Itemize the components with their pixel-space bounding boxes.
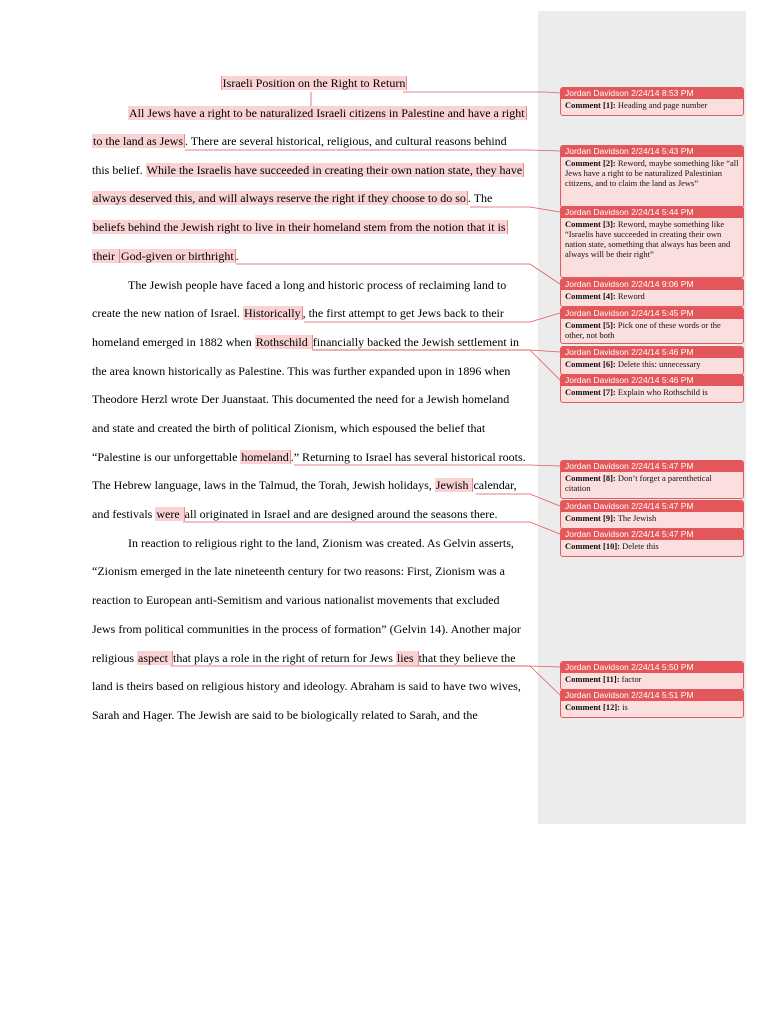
commented-text[interactable]: God-given or birthright xyxy=(121,249,234,263)
body-line xyxy=(92,535,532,551)
comment-body xyxy=(561,512,743,525)
comment-text: factor xyxy=(619,674,642,684)
comment-body xyxy=(561,218,743,261)
comment-author: Jordan Davidson 2/24/14 5:51 PM xyxy=(561,690,743,701)
comment-body xyxy=(561,673,743,686)
body-text: . The xyxy=(467,191,493,205)
body-text: reaction to European anti-Semitism and various nationalist movements that excluded xyxy=(92,593,500,607)
body-line xyxy=(92,105,532,121)
body-text: and state and created the birth of political Zionism, which espoused the belief that xyxy=(92,421,486,435)
body-line xyxy=(92,592,532,608)
comment-card[interactable] xyxy=(560,145,744,208)
commented-text[interactable]: Rothschild xyxy=(255,335,311,349)
commented-text[interactable]: Jewish xyxy=(435,478,472,492)
body-line xyxy=(92,133,532,149)
body-line xyxy=(92,449,532,465)
comment-author: Jordan Davidson 2/24/14 9:06 PM xyxy=(561,279,743,290)
body-line xyxy=(92,277,532,293)
comment-body xyxy=(561,701,743,714)
body-text: homeland emerged in 1882 when xyxy=(92,335,255,349)
body-text: this belief. xyxy=(92,163,146,177)
title-text[interactable]: Israeli Position on the Right to Return xyxy=(222,76,406,90)
comment-body xyxy=(561,290,743,303)
comment-body xyxy=(561,386,743,399)
body-line xyxy=(92,707,532,723)
body-text: that plays a role in the right of return for Jews xyxy=(172,651,396,665)
comment-author: Jordan Davidson 2/24/14 5:46 PM xyxy=(561,375,743,386)
comment-text: Pick one of these words or the other, not both xyxy=(565,320,721,340)
commented-text[interactable]: were xyxy=(156,507,183,521)
comment-text: Heading and page number xyxy=(615,100,708,110)
comment-text: Reword xyxy=(615,291,645,301)
comment-card[interactable] xyxy=(560,661,744,690)
comment-card[interactable] xyxy=(560,689,744,718)
comment-label: Comment [3]: xyxy=(565,219,616,229)
body-text: calendar, xyxy=(473,478,517,492)
comment-body xyxy=(561,358,743,371)
body-line xyxy=(92,363,532,379)
comment-author: Jordan Davidson 2/24/14 5:47 PM xyxy=(561,501,743,512)
comment-body xyxy=(561,99,743,112)
body-text: Sarah and Hager. The Jewish are said to be biologically related to Sarah, and the xyxy=(92,708,478,722)
commented-text[interactable]: All Jews have a right to be naturalized Israeli citizens in Palestine and have a right xyxy=(129,106,525,120)
comment-label: Comment [10]: xyxy=(565,541,620,551)
body-line xyxy=(92,563,532,579)
body-line xyxy=(92,219,532,235)
body-text: The Hebrew language, laws in the Talmud, the Torah, Jewish holidays, xyxy=(92,478,435,492)
comment-card[interactable] xyxy=(560,460,744,499)
body-text: create the new nation of Israel. xyxy=(92,306,243,320)
commented-text[interactable]: homeland xyxy=(241,450,289,464)
commented-text[interactable]: to the land as Jews xyxy=(93,134,183,148)
body-text: and festivals xyxy=(92,507,156,521)
body-text: “Zionism emerged in the late nineteenth century for two reasons: First, Zionism was a xyxy=(92,564,506,578)
comment-label: Comment [4]: xyxy=(565,291,616,301)
comment-author: Jordan Davidson 2/24/14 5:47 PM xyxy=(561,461,743,472)
comment-author: Jordan Davidson 2/24/14 5:44 PM xyxy=(561,207,743,218)
comment-label: Comment [11]: xyxy=(565,674,620,684)
body-text: “Palestine is our unforgettable xyxy=(92,450,241,464)
body-line xyxy=(92,420,532,436)
comment-label: Comment [8]: xyxy=(565,473,616,483)
comment-text: Delete this xyxy=(620,541,659,551)
comment-connector xyxy=(183,522,560,534)
body-line xyxy=(92,305,532,321)
body-text: that they believe the xyxy=(418,651,516,665)
body-text: .” Returning to Israel has several historical roots. xyxy=(290,450,526,464)
comment-text: The Jewish xyxy=(615,513,657,523)
comment-label: Comment [6]: xyxy=(565,359,616,369)
comment-connector xyxy=(185,150,560,151)
comment-card[interactable] xyxy=(560,500,744,529)
commented-text[interactable]: always deserved this, and will always reserve the right if they choose to do so xyxy=(93,191,466,205)
body-line xyxy=(92,248,532,264)
body-text: religious xyxy=(92,651,137,665)
body-line xyxy=(92,678,532,694)
body-line xyxy=(92,190,532,206)
comment-card[interactable] xyxy=(560,528,744,557)
body-text: all originated in Israel and are designed around the seasons there. xyxy=(184,507,498,521)
comment-author: Jordan Davidson 2/24/14 5:47 PM xyxy=(561,529,743,540)
comment-connector xyxy=(294,465,560,466)
comment-label: Comment [5]: xyxy=(565,320,616,330)
comment-text: Don’t forget a parenthetical citation xyxy=(565,473,712,493)
body-line xyxy=(92,162,532,178)
comment-author: Jordan Davidson 2/24/14 5:43 PM xyxy=(561,146,743,157)
commented-text[interactable]: aspect xyxy=(138,651,171,665)
comment-author: Jordan Davidson 2/24/14 5:50 PM xyxy=(561,662,743,673)
comment-body xyxy=(561,540,743,553)
commented-text[interactable]: While the Israelis have succeeded in creating their own nation state, they have xyxy=(146,163,523,177)
comment-label: Comment [2]: xyxy=(565,158,616,168)
body-line xyxy=(92,506,532,522)
comment-card[interactable] xyxy=(560,206,744,278)
body-text: Theodore Herzl wrote Der Juanstaat. This documented the need for a Jewish homeland xyxy=(92,392,510,406)
body-text: Jews from political communities in the process of formation” (Gelvin 14). Another major xyxy=(92,622,521,636)
body-line xyxy=(92,650,532,666)
body-text xyxy=(92,106,128,120)
comment-author: Jordan Davidson 2/24/14 5:46 PM xyxy=(561,347,743,358)
comment-author: Jordan Davidson 2/24/14 5:45 PM xyxy=(561,308,743,319)
comment-connector xyxy=(170,666,560,667)
comment-text: Delete this: unnecessary xyxy=(615,359,701,369)
body-text: land is theirs based on religious history and ideology. Abraham is said to have two wives, xyxy=(92,679,521,693)
commented-text[interactable]: Historically xyxy=(243,306,301,320)
comment-label: Comment [12]: xyxy=(565,702,620,712)
comment-label: Comment [7]: xyxy=(565,387,616,397)
body-text: The Jewish people have faced a long and historic process of reclaiming land to xyxy=(92,278,507,292)
commented-text[interactable]: beliefs behind the Jewish right to live in their homeland stem from the notion that it is xyxy=(93,220,506,234)
comment-text: is xyxy=(620,702,628,712)
body-line xyxy=(92,391,532,407)
body-line xyxy=(92,621,532,637)
comment-text: Reword, maybe something like “Israelis have succeeded in creating their own nation state, something that always has been and always will be their right” xyxy=(565,219,731,259)
body-text: . There are several historical, religious, and cultural reasons behind xyxy=(184,134,507,148)
comment-label: Comment [9]: xyxy=(565,513,616,523)
body-text: . xyxy=(235,249,239,263)
comment-body xyxy=(561,157,743,190)
commented-text[interactable]: lies xyxy=(396,651,417,665)
comment-text: Explain who Rothschild is xyxy=(615,387,708,397)
comment-card[interactable] xyxy=(560,87,744,116)
comment-body xyxy=(561,319,743,342)
comment-card[interactable] xyxy=(560,307,744,344)
body-text: In reaction to religious right to the land, Zionism was created. As Gelvin asserts, xyxy=(92,536,514,550)
comment-card[interactable] xyxy=(560,278,744,307)
body-text: financially backed the Jewish settlement in xyxy=(312,335,520,349)
body-text: , the first attempt to get Jews back to their xyxy=(302,306,504,320)
comment-card[interactable] xyxy=(560,346,744,375)
document-title xyxy=(0,76,628,91)
comment-card[interactable] xyxy=(560,374,744,403)
comment-connector xyxy=(312,350,560,352)
comment-label: Comment [1]: xyxy=(565,100,616,110)
comment-body xyxy=(561,472,743,495)
body-line xyxy=(92,334,532,350)
comment-text: Reword, maybe something like “all Jews have a right to be naturalized Palestinian citizens, and to claim the land as Jews” xyxy=(565,158,739,188)
commented-text[interactable]: their xyxy=(93,249,118,263)
comment-connector xyxy=(403,92,560,93)
comment-author: Jordan Davidson 2/24/14 8:53 PM xyxy=(561,88,743,99)
body-line xyxy=(92,477,532,493)
body-text: the area known historically as Palestine. This was further expanded upon in 1896 when xyxy=(92,364,511,378)
